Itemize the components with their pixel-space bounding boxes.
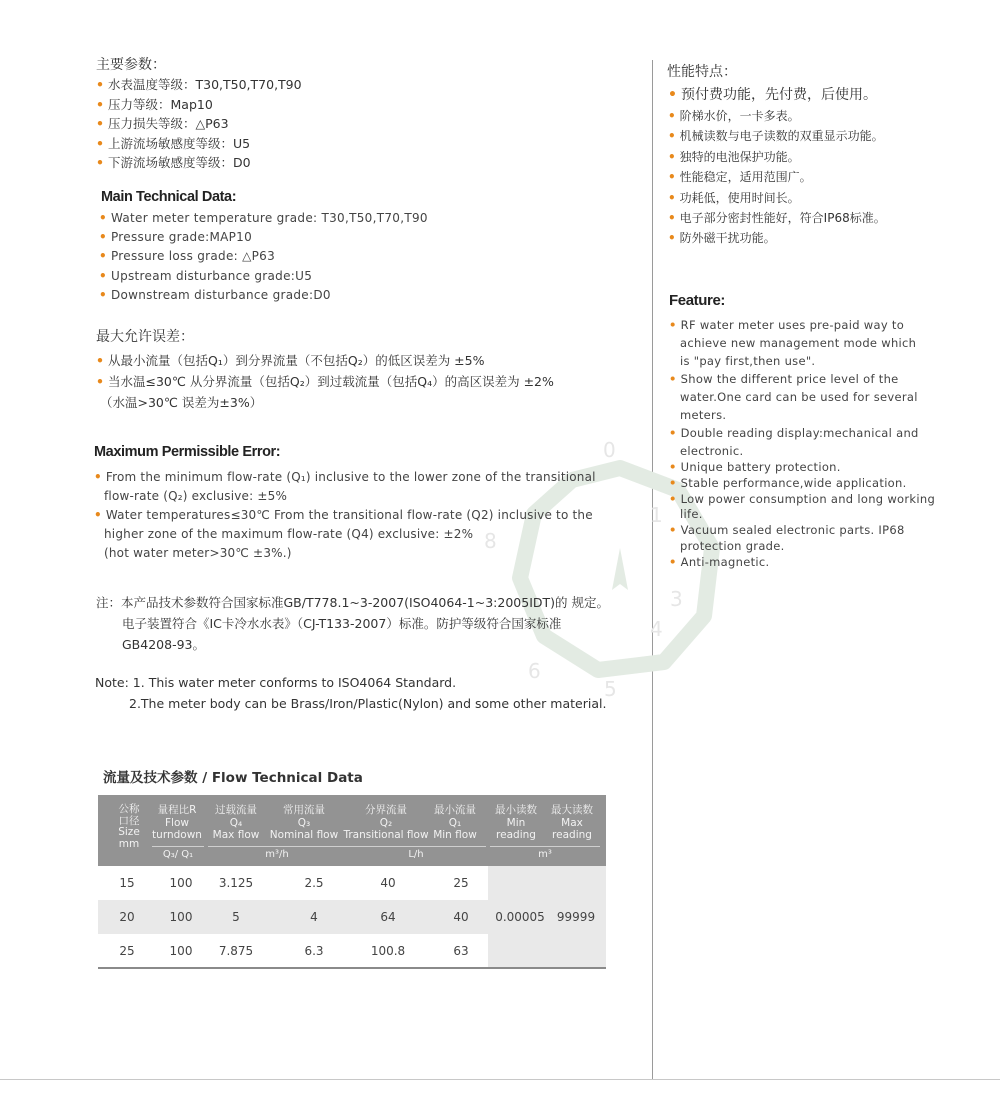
- list-item: • Low power consumption and long working life.: [669, 491, 936, 522]
- unit-flow-m3h: m³/h: [265, 849, 289, 860]
- standard-note-cn: [96, 592, 609, 655]
- main-params-en-title: Main Technical Data:: [101, 189, 237, 205]
- list-item: • Stable performance,wide application.: [669, 475, 907, 490]
- list-item: • 电子部分密封性能好，符合IP68标准。: [668, 211, 886, 226]
- header-min-reading: 最小读数 Min reading: [495, 804, 537, 841]
- unit-reading: m³: [538, 849, 552, 860]
- list-item-continuation: flow-rate (Q₂) exclusive: ±5%: [104, 489, 288, 503]
- list-item: • 上游流场敏感度等级：U5: [96, 135, 251, 151]
- cell-q1: 25: [453, 876, 469, 890]
- max-reading-value: 99999: [556, 910, 596, 924]
- list-item: • 压力损失等级：△P63: [96, 116, 229, 131]
- cell-q2: 100.8: [370, 944, 406, 958]
- error-cn-title: 最大允许误差：: [96, 329, 194, 345]
- header-rule: [346, 846, 486, 847]
- cell-size: 25: [119, 944, 135, 958]
- header-transitional-flow: 分界流量 Q₂ Transitional flow: [343, 804, 429, 841]
- header-max-reading: 最大读数 Max reading: [551, 804, 593, 841]
- cell-q3: 6.3: [304, 944, 324, 958]
- unit-flow-lh: L/h: [408, 849, 424, 860]
- watermark-digit: 6: [528, 659, 541, 683]
- features-en-title: Feature:: [669, 292, 725, 309]
- list-item: • 当水温≤30℃ 从分界流量（包括Q₂）到过载流量（包括Q₄）的高区误差为 ±2%: [96, 374, 554, 389]
- header-rule: [490, 846, 600, 847]
- cell-turndown: 100: [169, 944, 193, 958]
- list-item: • Vacuum sealed electronic parts. IP68 protection grade.: [669, 523, 905, 553]
- list-item: • 水表温度等级：T30,T50,T70,T90: [96, 77, 302, 92]
- cell-q2: 64: [380, 910, 396, 924]
- list-item: • Water meter temperature grade: T30,T50,T70,T90: [99, 211, 428, 225]
- watermark-digit: 0: [603, 438, 616, 462]
- list-item: • Pressure grade:MAP10: [99, 230, 253, 245]
- watermark-digit: 1: [650, 503, 663, 527]
- unit-turndown: Q₃/ Q₁: [162, 849, 194, 860]
- cell-turndown: 100: [169, 910, 193, 924]
- header-rule: [152, 846, 204, 847]
- note-line: 电子装置符合《IC卡冷水水表》（CJ-T133-2007）标准。防护等级符合国家标准: [122, 616, 562, 631]
- list-item: • 压力等级：Map10: [96, 96, 213, 112]
- list-item: • Anti-magnetic.: [669, 554, 770, 569]
- main-params-en-list: [99, 209, 428, 305]
- watermark-digit: 3: [670, 587, 683, 611]
- note-line: 注：本产品技术参数符合国家标准GB/T778.1~3-2007(ISO4064-1~3:2005IDT)的 规定。: [96, 595, 610, 610]
- list-item: • 功耗低，使用时间长。: [668, 190, 800, 205]
- note-line: GB4208-93。: [122, 637, 205, 652]
- list-item: • 独特的电池保护功能。: [668, 149, 800, 164]
- flow-technical-table: [98, 795, 606, 968]
- table-bottom-rule: [98, 967, 606, 969]
- cell-size: 15: [119, 876, 135, 890]
- min-reading-value: 0.00005: [495, 910, 545, 924]
- cell-q4: 7.875: [218, 944, 254, 958]
- watermark-digit: 5: [604, 677, 617, 701]
- features-cn-list: [668, 84, 886, 249]
- list-item: • Water temperatures≤30℃ From the transitional flow-rate (Q2) inclusive to the: [94, 508, 593, 522]
- cell-size: 20: [119, 910, 135, 924]
- features-en-list: [669, 316, 949, 571]
- note-line: 2.The meter body can be Brass/Iron/Plastic(Nylon) and some other material.: [129, 696, 607, 711]
- cell-q1: 40: [453, 910, 469, 924]
- list-item-continuation: (hot water meter>30℃ ±3%.): [104, 546, 292, 560]
- list-item: • Show the different price level of the water.One card can be used for several meters.: [669, 372, 918, 422]
- error-en-list: [94, 468, 614, 563]
- list-item: • RF water meter uses pre-paid way to achieve new management mode which is "pay first,then use".: [669, 318, 917, 368]
- list-item: • 防外磁干扰功能。: [668, 231, 776, 246]
- cell-q4: 3.125: [218, 876, 254, 890]
- cell-q3: 2.5: [304, 876, 324, 890]
- watermark-digit: 8: [484, 529, 497, 553]
- list-item: • Upstream disturbance grade:U5: [99, 268, 313, 283]
- list-item: • 预付费功能，先付费，后使用。: [668, 87, 877, 103]
- note-line: Note: 1. This water meter conforms to ISO4064 Standard.: [95, 675, 457, 690]
- flow-table-title: 流量及技术参数 / Flow Technical Data: [103, 770, 363, 786]
- list-item: • 阶梯水价，一卡多表。: [668, 109, 800, 123]
- cell-q1: 63: [453, 944, 469, 958]
- error-en-title: Maximum Permissible Error:: [94, 444, 281, 460]
- main-params-cn-title: 主要参数：: [96, 57, 166, 73]
- table-header: [98, 795, 606, 866]
- header-size: 公称 口径 Size mm: [118, 803, 140, 850]
- column-divider: [652, 60, 653, 1080]
- header-turndown: 量程比R Flow turndown: [152, 804, 202, 841]
- features-cn-title: 性能特点：: [667, 64, 737, 80]
- cell-q2: 40: [380, 876, 396, 890]
- list-item: • 性能稳定，适用范围广。: [668, 170, 812, 185]
- footer-divider: [0, 1079, 1000, 1080]
- cell-q4: 5: [232, 910, 240, 924]
- watermark-digit: 4: [650, 617, 663, 641]
- list-item: • Pressure loss grade: △P63: [99, 249, 276, 264]
- list-item-continuation: （水温>30℃ 误差为±3%）: [100, 395, 263, 410]
- list-item: • 机械读数与电子读数的双重显示功能。: [668, 129, 884, 144]
- error-cn-list: [96, 350, 554, 413]
- list-item: • Double reading display:mechanical and electronic.: [669, 426, 919, 458]
- header-min-flow: 最小流量 Q₁ Min flow: [433, 804, 477, 841]
- header-max-flow: 过载流量 Q₄ Max flow: [212, 804, 260, 841]
- list-item: • From the minimum flow-rate (Q₁) inclusive to the lower zone of the transitional: [94, 470, 596, 484]
- cell-turndown: 100: [169, 876, 193, 890]
- list-item: • Unique battery protection.: [669, 460, 841, 474]
- main-params-cn-list: [96, 75, 302, 173]
- list-item: • Downstream disturbance grade:D0: [99, 287, 331, 302]
- list-item: • 从最小流量（包括Q₁）到分界流量（不包括Q₂）的低区误差为 ±5%: [96, 353, 485, 368]
- list-item-continuation: higher zone of the maximum flow-rate (Q4) exclusive: ±2%: [104, 527, 474, 541]
- list-item: • 下游流场敏感度等级：D0: [96, 155, 251, 170]
- reading-merged-cell: [488, 866, 606, 968]
- header-nominal-flow: 常用流量 Q₃ Nominal flow: [269, 804, 339, 841]
- standard-note-en: [95, 672, 606, 714]
- cell-q3: 4: [310, 910, 318, 924]
